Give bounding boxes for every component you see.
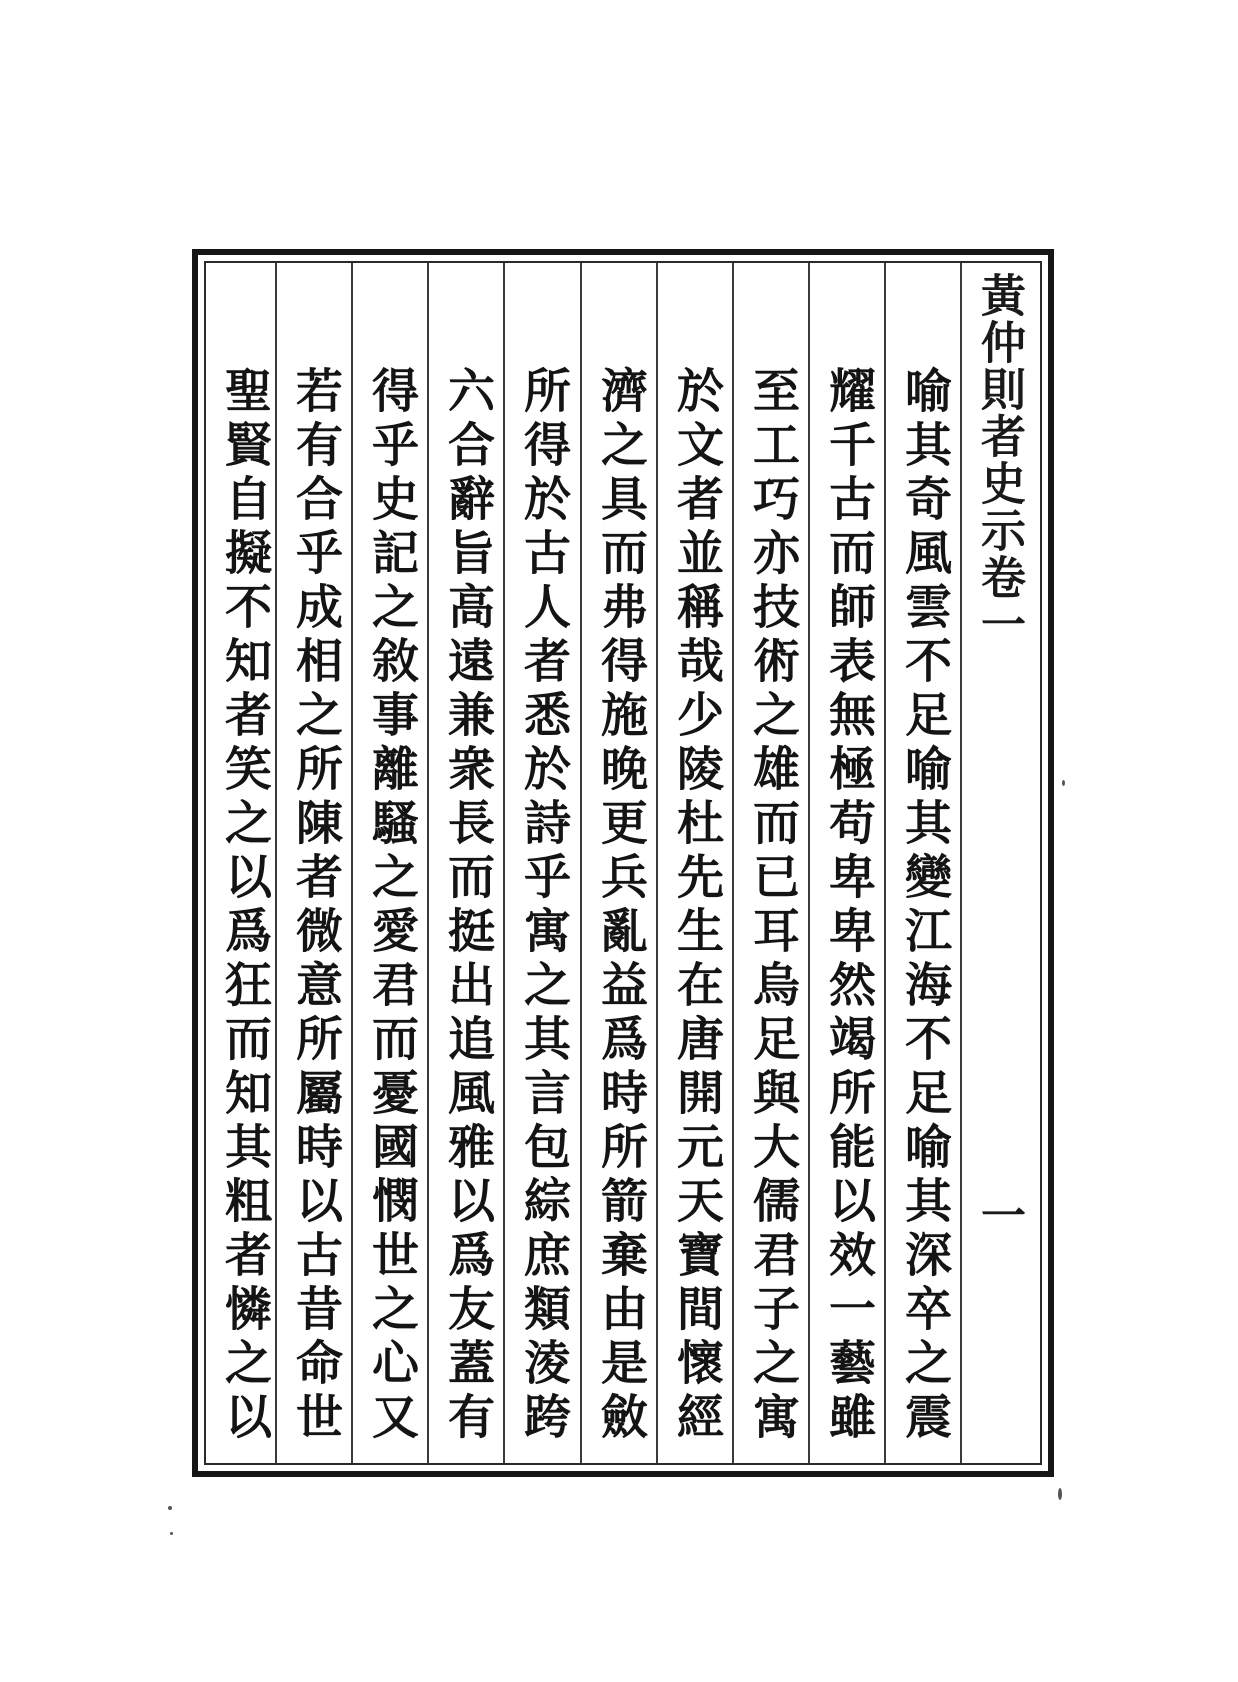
text-column: 若有合乎成相之所陳者微意所屬時以古昔命世 bbox=[288, 366, 343, 1446]
scan-speck bbox=[1062, 780, 1065, 786]
text-column: 濟之具而弗得施晚更兵亂益爲時所箭棄由是斂 bbox=[593, 366, 648, 1446]
text-column: 六合辭旨高遠兼衆長而挺出追風雅以爲友蓋有 bbox=[440, 366, 495, 1446]
text-column: 聖賢自擬不知者笑之以爲狂而知其粗者憐之以 bbox=[217, 366, 272, 1446]
text-column: 耀千古而師表無極苟卑卑然竭所能以效一藝雖 bbox=[821, 366, 876, 1446]
text-column: 喻其奇風雲不足喻其變江海不足喻其深卒之震 bbox=[897, 366, 952, 1446]
text-column: 至工巧亦技術之雄而已耳烏足與大儒君子之寓 bbox=[745, 366, 800, 1446]
running-title: 黃仲則者史示卷一 bbox=[973, 272, 1026, 648]
text-column: 得乎史記之敘事離騷之愛君而憂國憫世之心又 bbox=[364, 366, 419, 1446]
scan-speck bbox=[170, 1532, 173, 1535]
page-heart bbox=[964, 272, 1034, 1462]
text-column: 於文者並稱哉少陵杜先生在唐開元天寶間懷經 bbox=[669, 366, 724, 1446]
scan-speck bbox=[1058, 1488, 1062, 1500]
folio-number: 一 bbox=[973, 1192, 1026, 1237]
text-column: 所得於古人者悉於詩乎寓之其言包綜庶類淩跨 bbox=[516, 366, 571, 1446]
scan-speck bbox=[168, 1506, 172, 1510]
